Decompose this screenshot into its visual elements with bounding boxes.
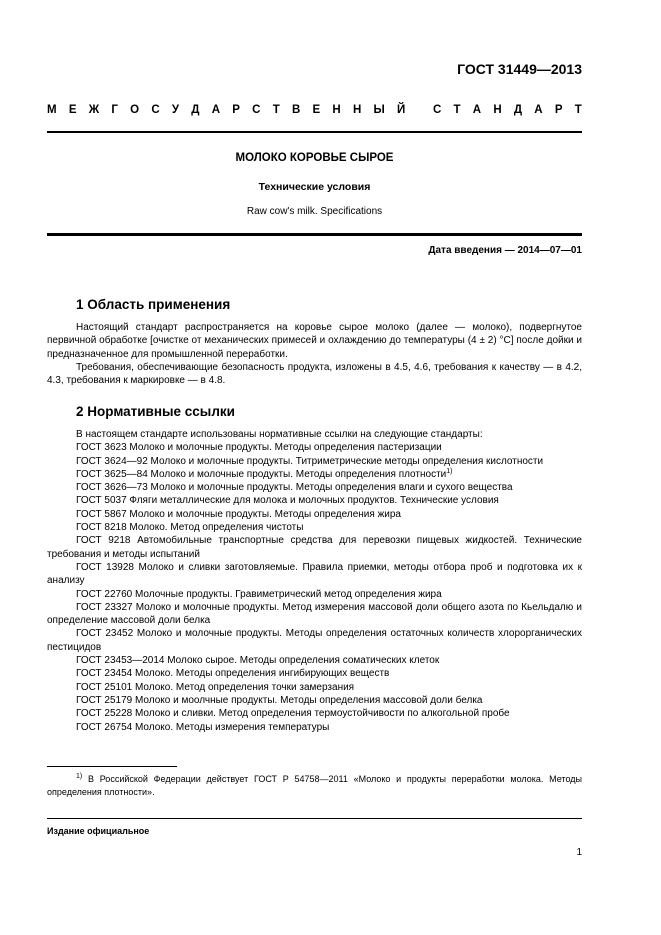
banner-letter: Ы: [373, 104, 385, 116]
banner-letter: У: [171, 104, 180, 116]
banner-letter: Р: [554, 104, 563, 116]
banner-letter: [418, 104, 421, 116]
section-1-body: [47, 321, 582, 387]
reference-item: ГОСТ 25101 Молоко. Метод определения точки замерзания: [76, 681, 355, 693]
reference-item: ГОСТ 26754 Молоко. Методы измерения температуры: [76, 721, 330, 733]
banner-letter: Н: [332, 104, 341, 116]
english-title: Raw cow's milk. Specifications: [246, 206, 383, 217]
reference-item: ГОСТ 23452 Молоко и молочные продукты. Методы определения остаточных количеств хлорорганических пестицидов: [47, 628, 582, 653]
reference-text: ГОСТ 3625—84 Молоко и молочные продукты. Методы определения плотности: [76, 468, 447, 480]
banner-letter: С: [151, 104, 160, 116]
section-1-heading: 1 Область применения: [76, 297, 231, 312]
footer-rule: [47, 818, 582, 819]
introduction-date: Дата введения — 2014—07—01: [428, 245, 582, 256]
footnote: [47, 773, 582, 799]
reference-item: ГОСТ 8218 Молоко. Метод определения чистоты: [76, 522, 304, 534]
footnote-ref[interactable]: 1): [446, 467, 453, 475]
banner-letter: Е: [312, 104, 321, 116]
banner-letter: Д: [191, 104, 200, 116]
banner-letter: М: [47, 104, 57, 116]
reference-item: ГОСТ 3624—92 Молоко и молочные продукты. Титриметрические методы определения кислотности: [76, 455, 544, 467]
official-edition-label: Издание официальное: [47, 826, 150, 836]
reference-item: ГОСТ 25179 Молоко и моолчные продукты. Методы определения массовой доли белка: [76, 694, 483, 706]
footnote-paragraph: [47, 773, 582, 799]
banner-letter: Е: [68, 104, 77, 116]
document-title: МОЛОКО КОРОВЬЕ СЫРОЕ: [235, 152, 394, 164]
banner-letter: Т: [574, 104, 582, 116]
banner-letter: С: [432, 104, 442, 116]
reference-item: ГОСТ 3623 Молоко и молочные продукты. Методы определения пастеризации: [76, 442, 442, 454]
reference-item: ГОСТ 23454 Молоко. Методы определения ингибирующих веществ: [76, 668, 390, 680]
banner-letter: Д: [513, 104, 523, 116]
banner-letter: А: [211, 104, 221, 116]
paragraph: Требования, обеспечивающие безопасность продукта, изложены в 4.5, 4.6, требования к качеству — в 4.2, 4.3, требования к маркировке — в 4.8.: [47, 361, 582, 387]
paragraph: Настоящий стандарт распространяется на коровье сырое молоко (далее — молоко), подвергнутое первичной обработке [очистке от механических примесей и охлаждению до температуры (4 ± 2) °С] после дойки и предназначенное для промышленной переработки.: [47, 322, 582, 360]
section-2-body: [47, 428, 582, 734]
gost-number: ГОСТ 31449—2013: [457, 61, 582, 77]
references-intro: В настоящем стандарте использованы нормативные ссылки на следующие стандарты:: [76, 429, 483, 440]
banner-letter: С: [252, 104, 261, 116]
footnote-text: В Российской Федерации действует ГОСТ Р 54758—2011 «Молоко и продукты переработки молока. Методы определения плотности».: [47, 774, 582, 797]
banner-letter: Г: [111, 104, 118, 116]
reference-item: ГОСТ 3626—73 Молоко и молочные продукты. Методы определения влаги и сухого вещества: [76, 482, 513, 494]
banner-letter: В: [291, 104, 301, 116]
reference-item: [47, 468, 582, 481]
banner-letter: А: [534, 104, 543, 116]
footnote-mark: 1): [76, 773, 83, 780]
document-subtitle: Технические условия: [258, 181, 371, 193]
top-rule: [47, 131, 582, 133]
banner-letter: Т: [272, 104, 280, 116]
title-rule: [47, 233, 582, 236]
reference-item: ГОСТ 22760 Молочные продукты. Гравиметрический метод определения жира: [76, 588, 442, 600]
interstate-standard-banner: [47, 104, 582, 116]
reference-item: ГОСТ 5867 Молоко и молочные продукты. Методы определения жира: [76, 508, 401, 520]
reference-item: ГОСТ 25228 Молоко и сливки. Метод определения термоустойчивости по алкогольной пробе: [76, 708, 510, 720]
banner-letter: Н: [493, 104, 502, 116]
reference-item: ГОСТ 5037 Фляги металлические для молока и молочных продуктов. Технические условия: [76, 495, 499, 507]
banner-letter: Ж: [88, 104, 100, 116]
banner-letter: Т: [453, 104, 461, 116]
banner-letter: А: [472, 104, 482, 116]
banner-letter: Р: [232, 104, 240, 116]
reference-item: ГОСТ 23327 Молоко и молочные продукты. Метод измерения массовой доли общего азота по Кьельдалю и определение массовой доли белка: [47, 601, 582, 627]
banner-letter: Н: [352, 104, 362, 116]
reference-item: ГОСТ 13928 Молоко и сливки заготовляемые. Правила приемки, методы отбора проб и подготовка их к анализу: [47, 561, 582, 587]
section-2-heading: 2 Нормативные ссылки: [76, 404, 235, 419]
footnote-rule: [47, 766, 177, 767]
page-number: 1: [576, 847, 582, 858]
reference-item: ГОСТ 9218 Автомобильные транспортные средства для перевозки пищевых жидкостей. Технические требования и методы испытаний: [47, 535, 582, 560]
reference-item: ГОСТ 23453—2014 Молоко сырое. Методы определения соматических клеток: [76, 655, 440, 667]
banner-letter: Й: [397, 104, 406, 116]
banner-letter: О: [130, 104, 140, 116]
